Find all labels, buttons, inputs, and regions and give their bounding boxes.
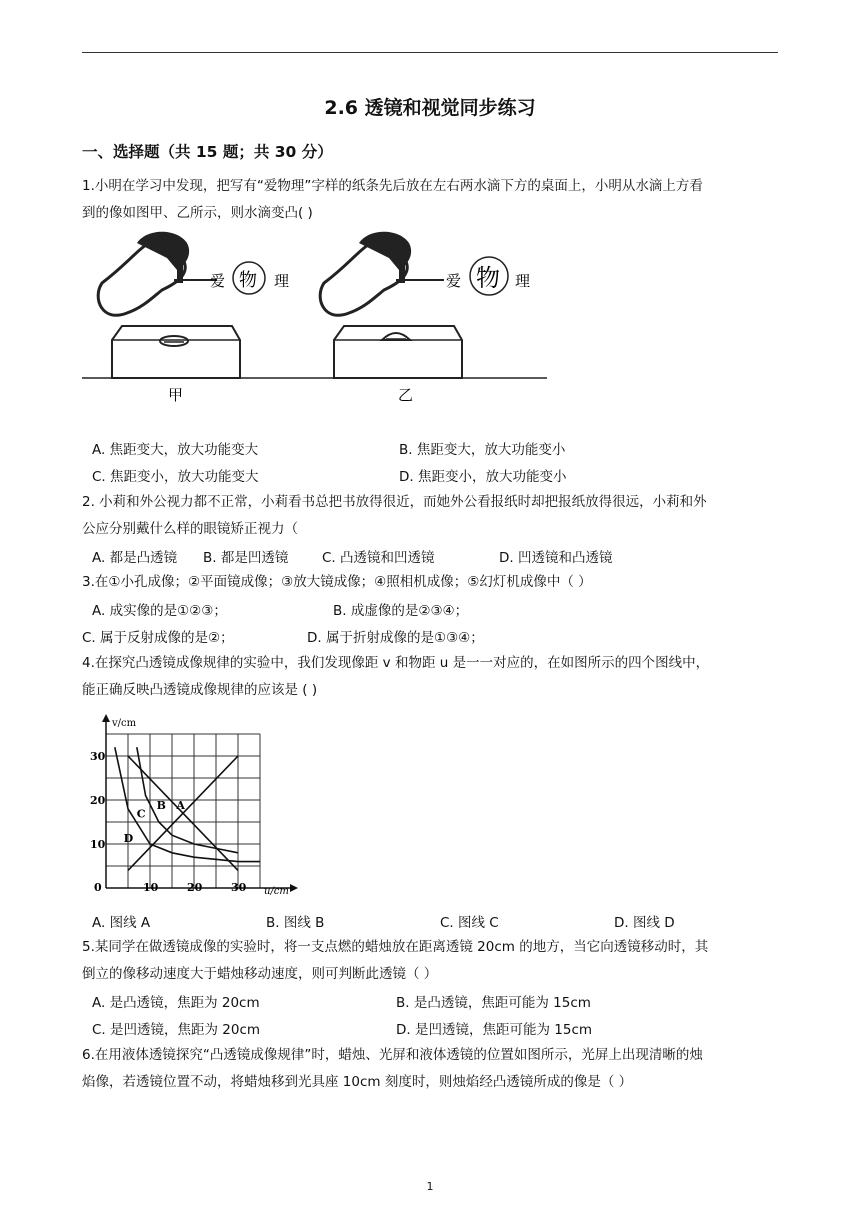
- y-axis-arrow: [102, 714, 110, 722]
- x-axis-label: u/cm: [264, 886, 289, 897]
- y-tick-label: 20: [90, 794, 106, 807]
- x-tick-label: 20: [187, 881, 203, 894]
- q1-fig-label-1: 甲: [168, 386, 184, 404]
- q3-option-a: A. 成实像的是①②③；: [92, 603, 227, 619]
- q1-fig-word-3b: 理: [515, 272, 531, 290]
- q4-option-b: B. 图线 B: [266, 915, 325, 931]
- q5-text-line1: 5.某同学在做透镜成像的实验时，将一支点燃的蜡烛放在距离透镜 20cm 的地方，当它向透镜移动时，其: [82, 939, 709, 955]
- q3-option-c: C. 属于反射成像的是②；: [82, 630, 234, 646]
- series-label-d: D: [123, 831, 134, 845]
- q2-text-line1: 2. 小莉和外公视力都不正常，小莉看书总把书放得很近，而她外公看报纸时却把报纸放得很远，小莉和外: [82, 494, 707, 510]
- y-tick-label: 10: [90, 838, 106, 851]
- x-tick-label: 30: [231, 881, 247, 894]
- q1-option-c: C. 焦距变小，放大功能变大: [92, 469, 259, 485]
- x-tick-label: 0: [94, 881, 102, 894]
- q5-option-c: C. 是凹透镜，焦距为 20cm: [92, 1022, 261, 1038]
- series-label-b: B: [156, 798, 166, 812]
- q1-fig-label-2: 乙: [398, 386, 414, 404]
- q2-option-a: A. 都是凸透镜: [92, 550, 178, 566]
- q1-fig-word-1: 爱: [210, 272, 226, 290]
- q1-fig-word-2: 物: [239, 270, 257, 291]
- q4-option-a: A. 图线 A: [92, 915, 151, 931]
- header-rule: [82, 52, 778, 53]
- q2-option-c: C. 凸透镜和凹透镜: [322, 550, 435, 566]
- q1-fig-word-2b: 物: [476, 264, 500, 292]
- q1-figure: [82, 228, 552, 408]
- series-label-a: A: [176, 798, 185, 812]
- y-tick-label: 30: [90, 750, 106, 763]
- q2-option-d: D. 凹透镜和凸透镜: [499, 550, 613, 566]
- q3-option-b: B. 成虚像的是②③④；: [333, 603, 469, 619]
- q2-text-line2: 公应分别戴什么样的眼镜矫正视力（: [82, 521, 298, 537]
- q5-option-b: B. 是凸透镜，焦距可能为 15cm: [396, 995, 591, 1011]
- x-tick-label: 10: [143, 881, 159, 894]
- q4-chart: [82, 708, 312, 898]
- q2-option-b: B. 都是凹透镜: [203, 550, 289, 566]
- q1-fig-word-1b: 爱: [446, 272, 462, 290]
- q1-text-line1: 1.小明在学习中发现，把写有“爱物理”字样的纸条先后放在左右两水滴下方的桌面上，小明从水滴上方看: [82, 178, 703, 194]
- page-title: 2.6 透镜和视觉同步练习: [324, 97, 536, 119]
- q1-option-b: B. 焦距变大，放大功能变小: [399, 442, 566, 458]
- page-number: 1: [426, 1180, 434, 1193]
- y-axis-label: v/cm: [112, 718, 137, 729]
- q3-option-d: D. 属于折射成像的是①③④；: [307, 630, 484, 646]
- q6-text-line2: 焰像，若透镜位置不动，将蜡烛移到光具座 10cm 刻度时，则烛焰经凸透镜所成的像是（ ）: [82, 1074, 633, 1090]
- series-label-c: C: [136, 807, 146, 821]
- q1-option-d: D. 焦距变小，放大功能变小: [399, 469, 567, 485]
- q4-option-d: D. 图线 D: [614, 915, 675, 931]
- q4-option-c: C. 图线 C: [440, 915, 499, 931]
- q4-text-line1: 4.在探究凸透镜成像规律的实验中，我们发现像距 v 和物距 u 是一一对应的，在如图所示的四个图线中，: [82, 655, 710, 671]
- q5-text-line2: 倒立的像移动速度大于蜡烛移动速度，则可判断此透镜（ ）: [82, 966, 438, 982]
- q1-fig-word-3: 理: [274, 272, 290, 290]
- q5-option-a: A. 是凸透镜，焦距为 20cm: [92, 995, 260, 1011]
- q1-text-line2: 到的像如图甲、乙所示，则水滴变凸( ): [82, 205, 313, 221]
- x-axis-arrow: [290, 884, 298, 892]
- q5-option-d: D. 是凹透镜，焦距可能为 15cm: [396, 1022, 593, 1038]
- q1-option-a: A. 焦距变大，放大功能变大: [92, 442, 259, 458]
- q6-text-line1: 6.在用液体透镜探究“凸透镜成像规律”时，蜡烛、光屏和液体透镜的位置如图所示，光屏上出现清晰的烛: [82, 1047, 703, 1063]
- section-heading: 一、选择题（共 15 题；共 30 分）: [82, 143, 333, 161]
- q3-text-line1: 3.在①小孔成像；②平面镜成像；③放大镜成像；④照相机成像；⑤幻灯机成像中（ ）: [82, 574, 592, 590]
- q4-text-line2: 能正确反映凸透镜成像规律的应该是 ( ): [82, 682, 318, 698]
